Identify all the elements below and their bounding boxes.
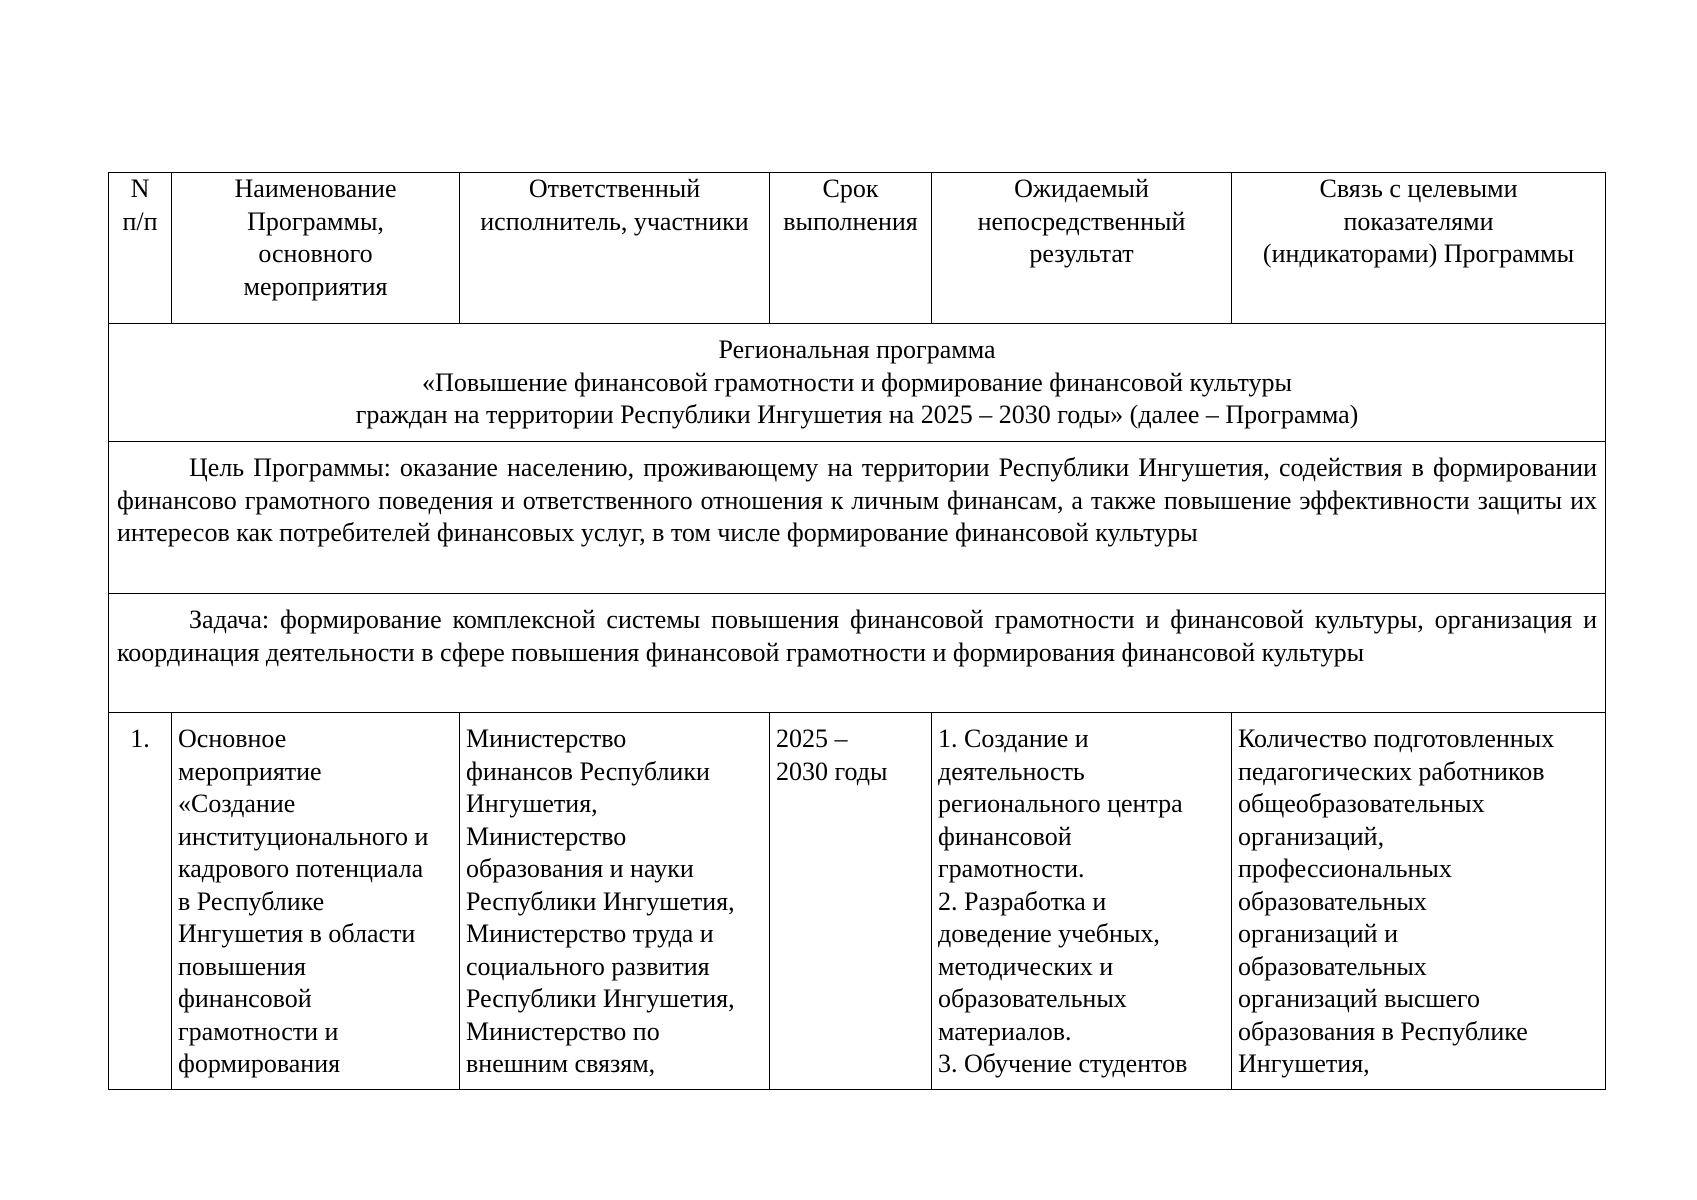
program-task	[109, 594, 1606, 713]
program-task-text: Задача: формирование комплексной системы повышения финансовой грамотности и финансовой культуры, организация и координация деятельности в сфере повышения финансовой грамотности и формирования финансовой культуры	[117, 605, 1597, 667]
header-term: Срок выполнения	[770, 173, 932, 324]
row-measure-name: Основное мероприятие «Создание институционального и кадрового потенциала в Республике Ингушетия в области повышения финансовой грамотности и формирования	[172, 713, 460, 1090]
task-row	[109, 594, 1606, 713]
header-number: N п/п	[109, 173, 172, 324]
row-indicators: Количество подготовленных педагогических работников общеобразовательных организаций, профессиональных образовательных организаций и образовательных организаций высшего образования в Республике Ингушетия,	[1232, 713, 1606, 1090]
row-executors: Министерство финансов Республики Ингушетия, Министерство образования и науки Республики Ингушетия, Министерство труда и социального развития Республики Ингушетия, Министерство по внешним связям,	[460, 713, 770, 1090]
program-measures-table	[108, 172, 1606, 1090]
header-indicators: Связь с целевыми показателями (индикаторами) Программы	[1232, 173, 1606, 324]
row-expected-result: 1. Создание и деятельность регионального центра финансовой грамотности. 2. Разработка и доведение учебных, методических и образовательных материалов. 3. Обучение студентов	[932, 713, 1232, 1090]
program-goal	[109, 442, 1606, 594]
row-number: 1.	[109, 713, 172, 1090]
program-goal-text: Цель Программы: оказание населению, проживающему на территории Республики Ингушетия, содействия в формировании финансово грамотного поведения и ответственного отношения к личным финансам, а также повышение эффективности защиты их интересов как потребителей финансовых услуг, в том числе формирование финансовой культуры	[117, 453, 1597, 547]
header-result: Ожидаемый непосредственный результат	[932, 173, 1232, 324]
program-title-row	[109, 324, 1606, 442]
table-row	[109, 713, 1606, 1090]
table-header-row	[109, 173, 1606, 324]
goal-row	[109, 442, 1606, 594]
header-executor: Ответственный исполнитель, участники	[460, 173, 770, 324]
header-name: Наименование Программы, основного мероприятия	[172, 173, 460, 324]
row-term: 2025 – 2030 годы	[770, 713, 932, 1090]
program-title: Региональная программа «Повышение финансовой грамотности и формирование финансовой культуры граждан на территории Республики Ингушетия на 2025 – 2030 годы» (далее – Программа)	[109, 324, 1606, 442]
